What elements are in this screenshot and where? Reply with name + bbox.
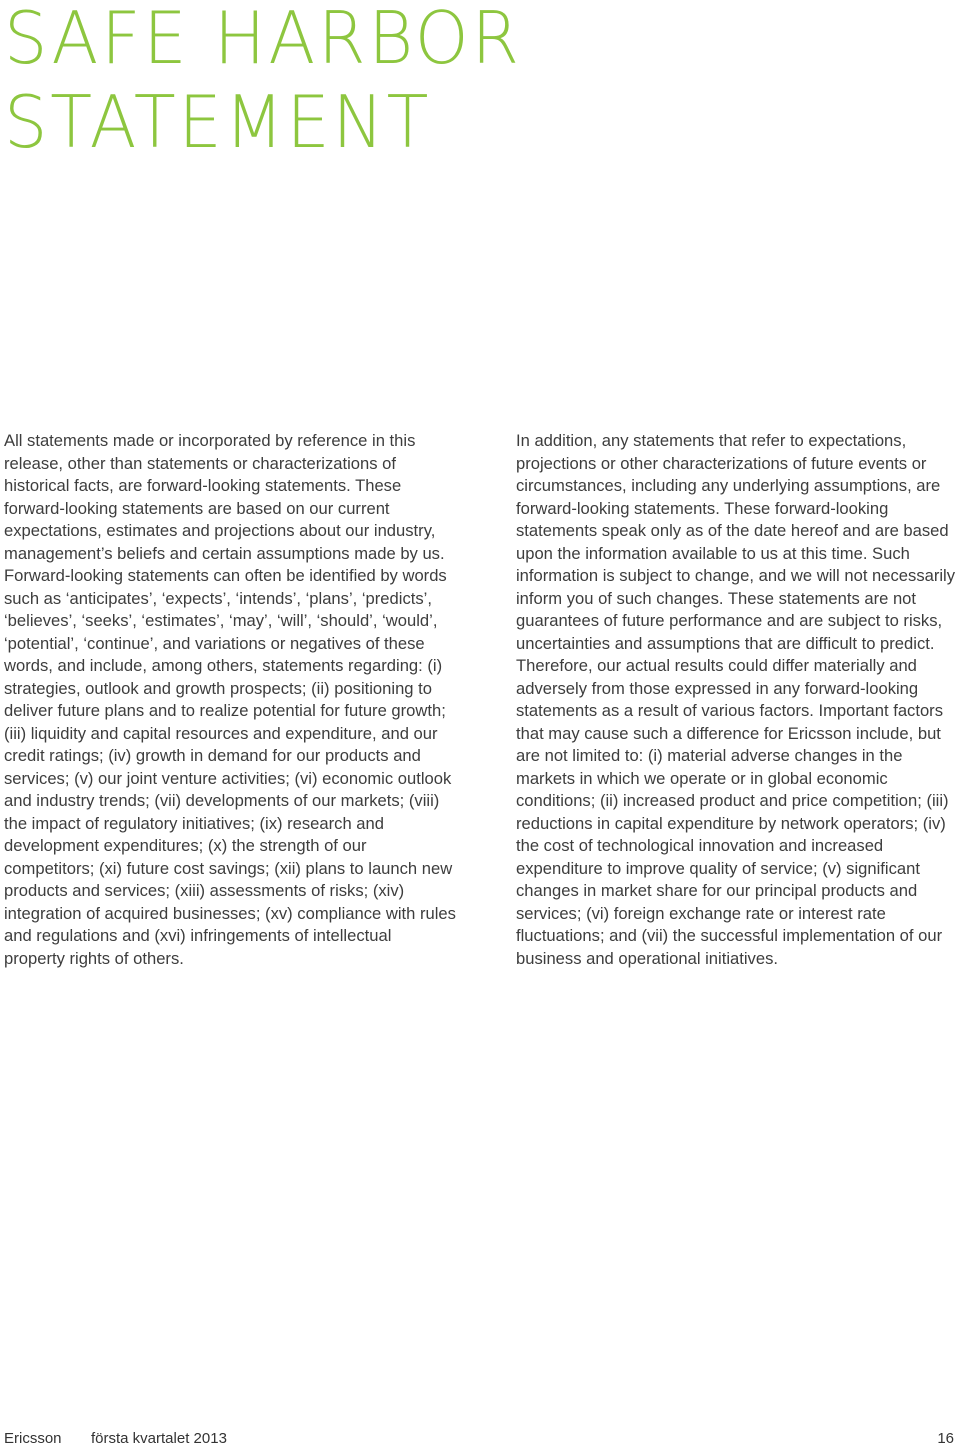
left-column-paragraph: All statements made or incorporated by reference in this release, other than statements or characterizations of historical facts, are forward-looking statements. These forward-looking statements are based on our current expectations, estimates and projections about our industry, management’s beliefs and certain assumptions made by us. Forward-looking statements can often be identified by words such as ‘anticipates’, ‘expects’, ‘intends’, ‘plans’, ‘predicts’, ‘believes’, ‘seeks’, ‘estimates’, ‘may’, ‘will’, ‘should’, ‘would’, ‘potential’, ‘continue’, and variations or negatives of these words, and include, among others, statements regarding: (i) strategies, outlook and growth prospects; (ii) positioning to deliver future plans and to realize potential for future growth; (iii) liquidity and capital resources and expenditure, and our credit ratings; (iv) growth in demand for our products and services; (v) our joint venture activities; (vi) economic outlook and industry trends; (vii) developments of our markets; (viii) the impact of regulatory initiatives; (ix) research and development expenditures; (x) the strength of our competitors; (xi) future cost savings; (xii) plans to launch new products and services; (xiii) assessments of risks; (xiv) integration of acquired businesses; (xv) compliance with rules and regulations and (xvi) infringements of intellectual property rights of others. — [4, 431, 456, 968]
footer-report-period: första kvartalet 2013 — [91, 1430, 227, 1447]
right-column-paragraph: In addition, any statements that refer to expectations, projections or other characterizations of future events or circumstances, including any underlying assumptions, are forward-looking statements. These forward-looking statements speak only as of the date hereof and are based upon the information available to us at this time. Such information is subject to change, and we will not necessarily inform you of such changes. These statements are not guarantees of future performance and are subject to risks, uncertainties and assumptions that are difficult to predict. Therefore, our actual results could differ materially and adversely from those expressed in any forward-looking statements as a result of various factors. Important factors that may cause such a difference for Ericsson include, but are not limited to: (i) material adverse changes in the markets in which we operate or in global economic conditions; (ii) increased product and price competition; (iii) reductions in capital expenditure by network operators; (iv) the cost of technological innovation and increased expenditure to improve quality of service; (v) significant changes in market share for our principal products and services; (vi) foreign exchange rate or interest rate fluctuations; and (vii) the successful implementation of our business and operational initiatives. — [516, 431, 956, 968]
page-title-line-2: STATEMENT — [4, 80, 432, 164]
footer-company-name: Ericsson — [4, 1430, 62, 1447]
page-title-line-1: SAFE HARBOR — [4, 0, 522, 80]
page-title — [4, 0, 522, 164]
page-number: 16 — [937, 1430, 954, 1447]
